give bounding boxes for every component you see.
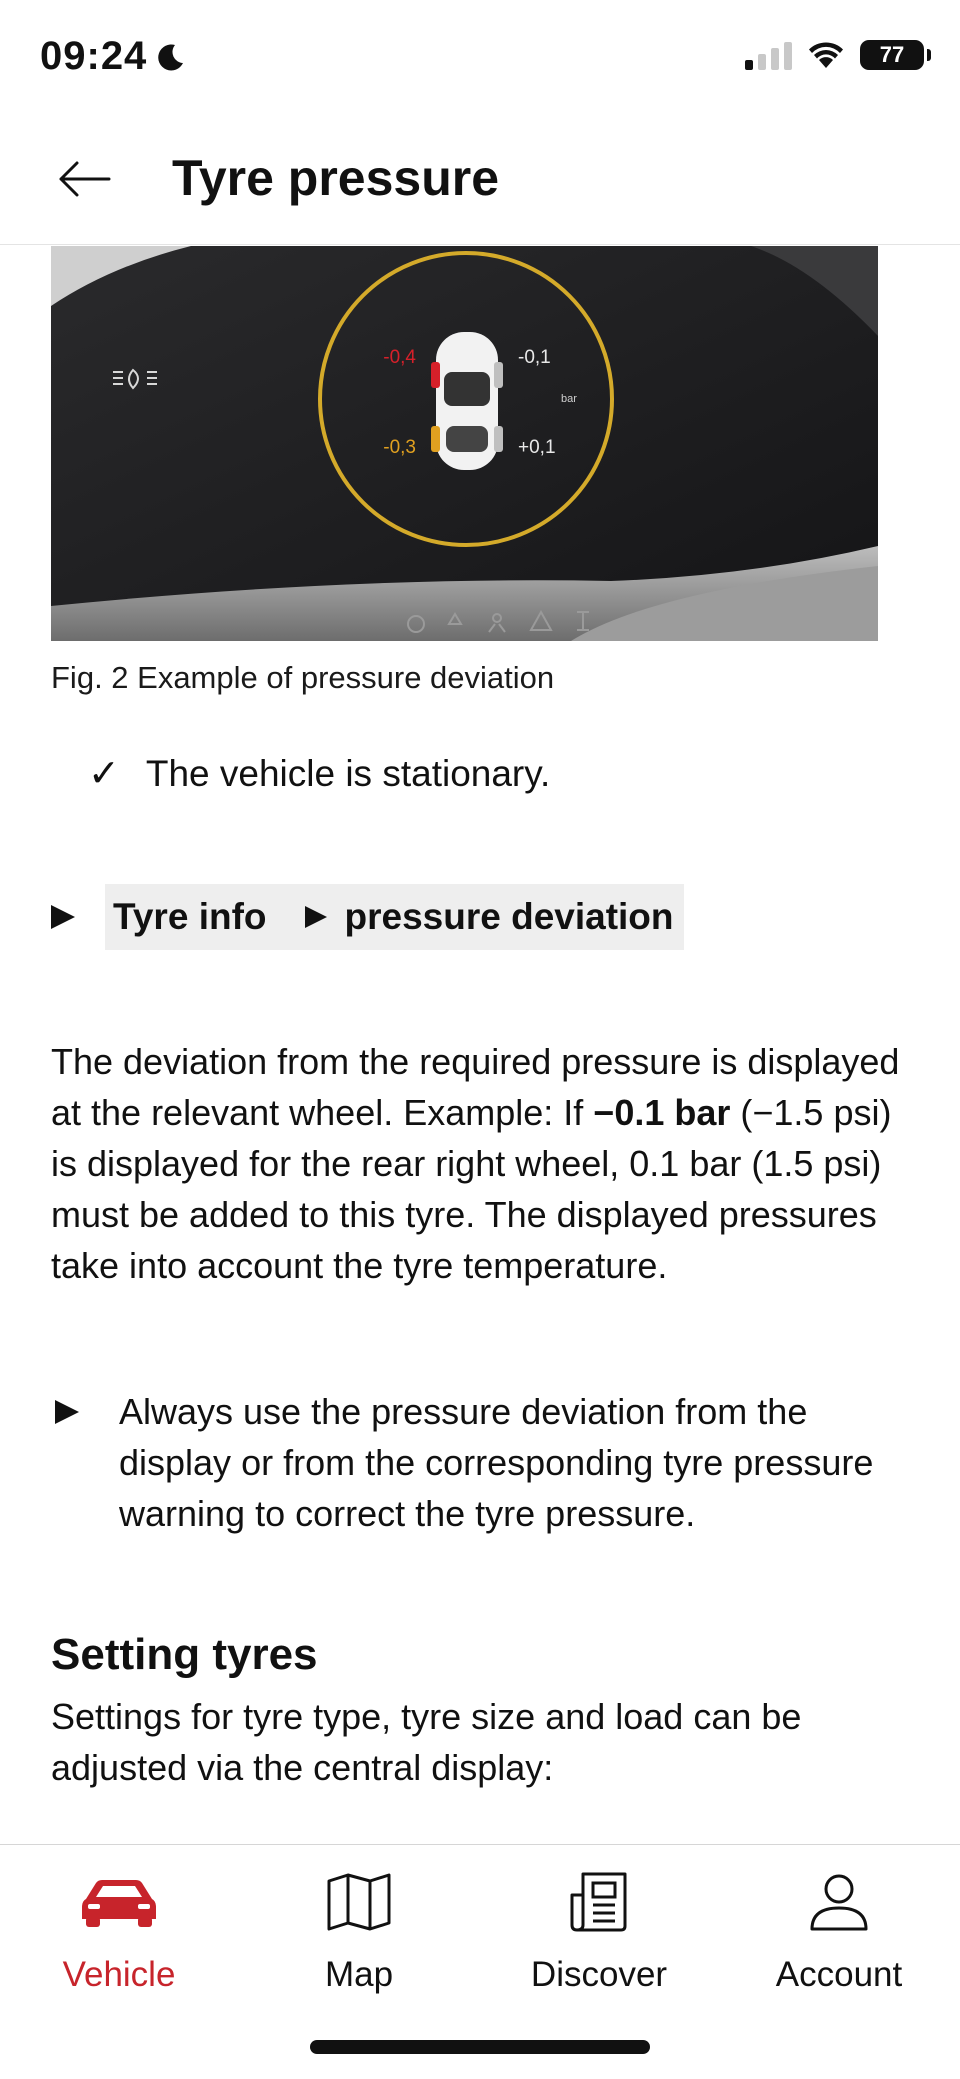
back-button[interactable]	[52, 147, 116, 211]
status-bar	[0, 0, 960, 115]
reading-front-right: -0,1	[518, 347, 551, 368]
car-icon	[79, 1867, 159, 1937]
nav-item-discover[interactable]	[499, 1867, 699, 2017]
menu-path-item-pressure-deviation: pressure deviation	[344, 896, 674, 937]
cellular-signal-icon	[745, 40, 792, 70]
play-triangle-icon	[51, 905, 75, 929]
menu-path	[105, 884, 684, 950]
newspaper-icon	[559, 1867, 639, 1937]
person-icon	[799, 1867, 879, 1937]
car-top-view-icon	[431, 332, 503, 470]
content-area[interactable]	[0, 246, 960, 1844]
nav-label-discover: Discover	[530, 1955, 668, 1994]
precondition-text: The vehicle is stationary.	[145, 752, 551, 794]
instruction-text: Always use the pressure deviation from the display or from the corresponding tyre pressure warning to correct the tyre pressure.	[119, 1391, 874, 1534]
section-title: Setting tyres	[51, 1630, 318, 1679]
wifi-icon	[806, 40, 846, 70]
nav-item-vehicle[interactable]	[19, 1867, 219, 2017]
reading-unit: bar	[561, 393, 577, 405]
play-triangle-icon	[55, 1400, 79, 1424]
section-text: Settings for tyre type, tyre size and load can be adjusted via the central display:	[51, 1696, 802, 1788]
status-indicators	[745, 40, 924, 70]
map-icon	[319, 1867, 399, 1937]
status-time-group	[40, 34, 187, 79]
nav-label-vehicle: Vehicle	[62, 1955, 176, 1994]
status-time: 09:24	[40, 34, 148, 78]
reading-rear-right: +0,1	[518, 437, 556, 458]
precondition-row	[88, 751, 550, 796]
deviation-explanation	[51, 1036, 921, 1291]
reading-rear-left: -0,3	[383, 437, 416, 458]
paragraph-bold-value: −0.1 bar	[593, 1092, 731, 1133]
instruction-row	[51, 1386, 921, 1539]
menu-path-item-tyre-info: Tyre info	[113, 896, 267, 937]
reading-front-left: -0,4	[383, 347, 416, 368]
nav-label-account: Account	[775, 1955, 903, 1994]
page-title: Tyre pressure	[172, 150, 500, 206]
bottom-nav	[0, 1844, 960, 2079]
figure-caption: Fig. 2 Example of pressure deviation	[51, 660, 555, 695]
battery-icon	[860, 40, 924, 70]
battery-level: 77	[879, 42, 905, 67]
checkmark-icon: ✓	[88, 753, 120, 795]
nav-label-map: Map	[324, 1955, 394, 1994]
nav-item-map[interactable]	[259, 1867, 459, 2017]
arrow-left-icon	[57, 159, 111, 199]
paragraph-text-end: (−1.5 psi) is displayed for the rear right wheel, 0.1 bar (1.5 psi) must be added to this tyre. The displayed pressures take into account the tyre temperature.	[51, 1092, 892, 1286]
play-triangle-icon	[305, 906, 327, 928]
nav-item-account[interactable]	[739, 1867, 939, 2017]
paragraph-text-start: The deviation from the required pressure is displayed at the relevant wheel. Example: If	[51, 1041, 900, 1133]
pressure-deviation-figure	[51, 246, 878, 641]
instrument-cluster-image	[51, 246, 878, 641]
header	[0, 115, 960, 245]
moon-icon	[155, 41, 187, 73]
home-indicator[interactable]	[310, 2040, 650, 2054]
menu-step-row	[51, 884, 684, 950]
